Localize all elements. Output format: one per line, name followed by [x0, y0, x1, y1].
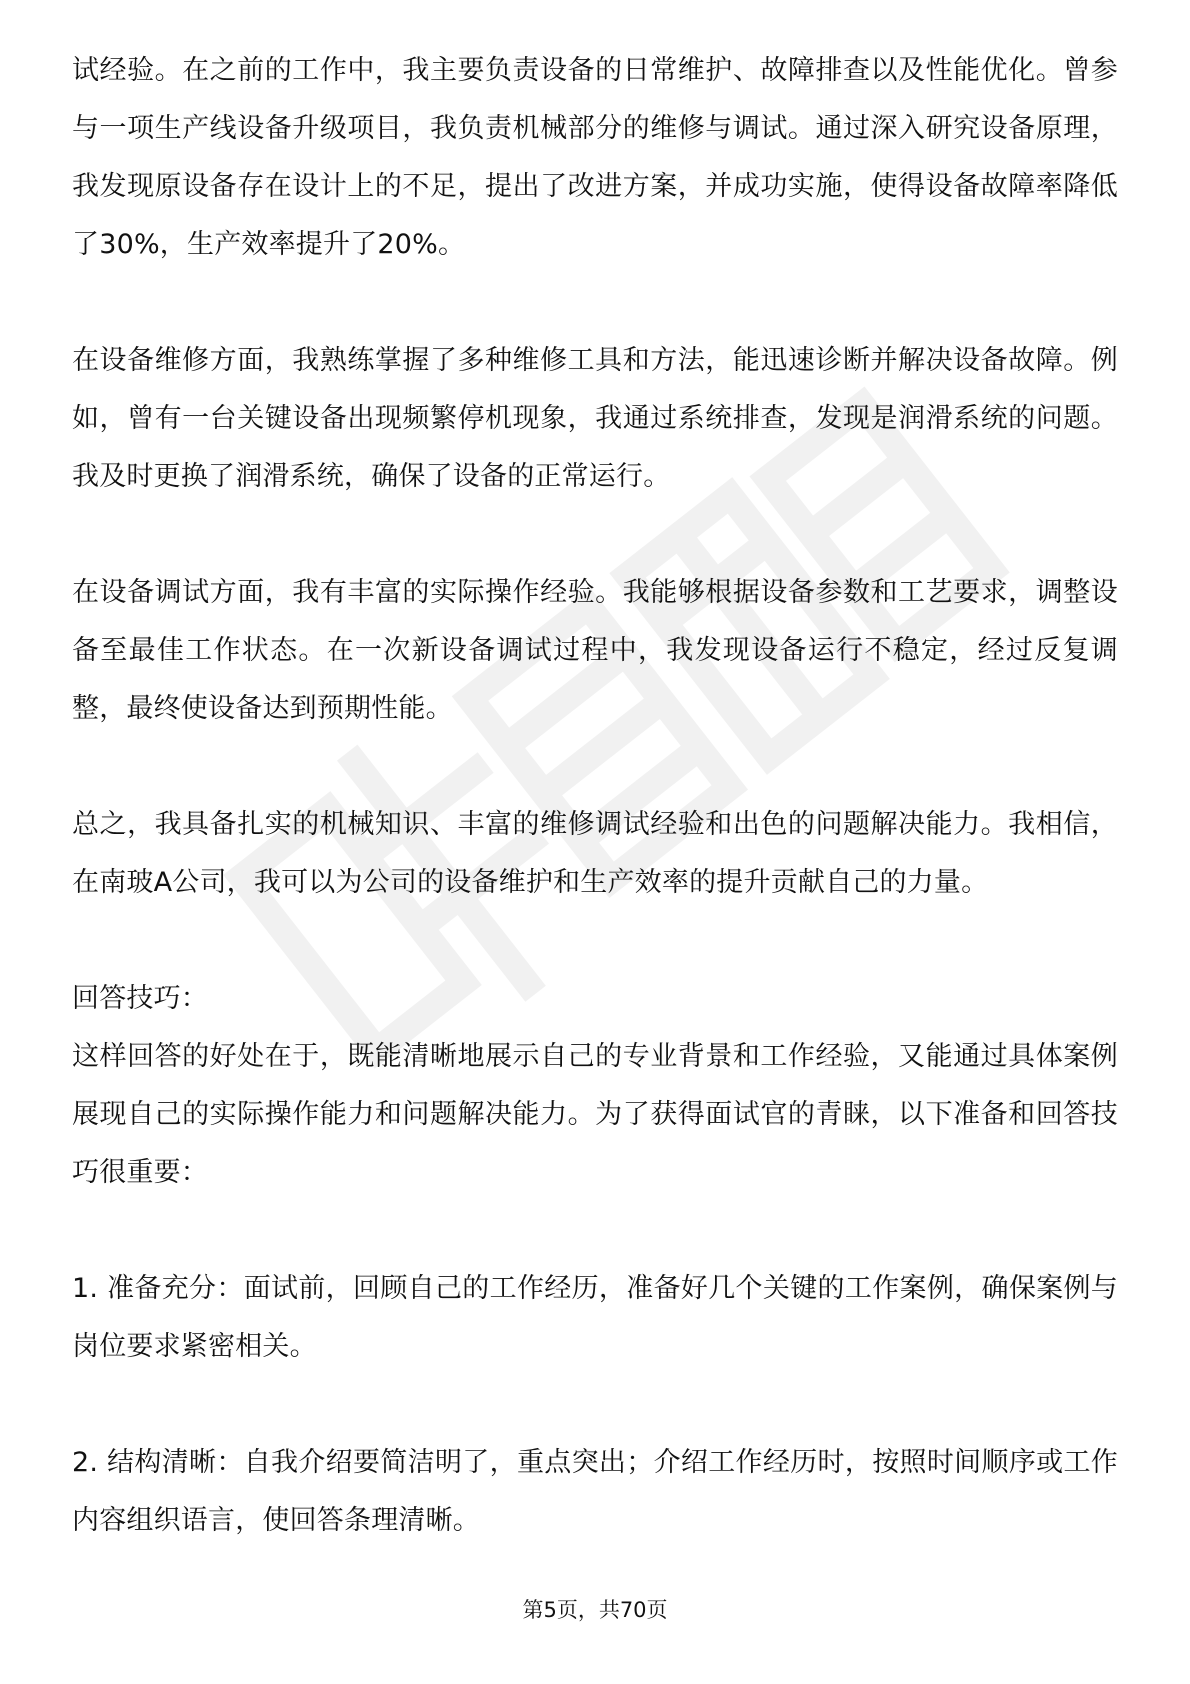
paragraph-gap — [72, 1202, 1118, 1260]
paragraph: 总之，我具备扎实的机械知识、丰富的维修调试经验和出色的问题解决能力。我相信，在南玻A公司，我可以为公司的设备维护和生产效率的提升贡献自己的力量。 — [72, 809, 1118, 898]
paragraph: 在设备调试方面，我有丰富的实际操作经验。我能够根据设备参数和工艺要求，调整设备至最佳工作状态。在一次新设备调试过程中，我发现设备运行不稳定，经过反复调整，最终使设备达到预期性能。 — [72, 577, 1118, 724]
tips-intro: 这样回答的好处在于，既能清晰地展示自己的专业背景和工作经验，又能通过具体案例展现自己的实际操作能力和问题解决能力。为了获得面试官的青睐，以下准备和回答技巧很重要： — [72, 1041, 1118, 1188]
document-body — [72, 42, 1118, 1550]
paragraph-gap — [72, 912, 1118, 970]
tip-item: 2. 结构清晰：自我介绍要简洁明了，重点突出；介绍工作经历时，按照时间顺序或工作内容组织语言，使回答条理清晰。 — [72, 1447, 1118, 1536]
paragraph: 在设备维修方面，我熟练掌握了多种维修工具和方法，能迅速诊断并解决设备故障。例如，曾有一台关键设备出现频繁停机现象，我通过系统排查，发现是润滑系统的问题。我及时更换了润滑系统，确保了设备的正常运行。 — [72, 345, 1118, 492]
tip-item: 1. 准备充分：面试前，回顾自己的工作经历，准备好几个关键的工作案例，确保案例与岗位要求紧密相关。 — [72, 1273, 1118, 1362]
paragraph-gap — [72, 738, 1118, 796]
paragraph: 试经验。在之前的工作中，我主要负责设备的日常维护、故障排查以及性能优化。曾参与一项生产线设备升级项目，我负责机械部分的维修与调试。通过深入研究设备原理，我发现原设备存在设计上的不足，提出了改进方案，并成功实施，使得设备故障率降低了30%，生产效率提升了20%。 — [72, 55, 1118, 260]
paragraph-gap — [72, 1376, 1118, 1434]
paragraph-gap — [72, 506, 1118, 564]
tips-heading: 回答技巧： — [72, 983, 208, 1014]
paragraph-gap — [72, 274, 1118, 332]
page-number: 第5页，共70页 — [522, 1598, 668, 1622]
